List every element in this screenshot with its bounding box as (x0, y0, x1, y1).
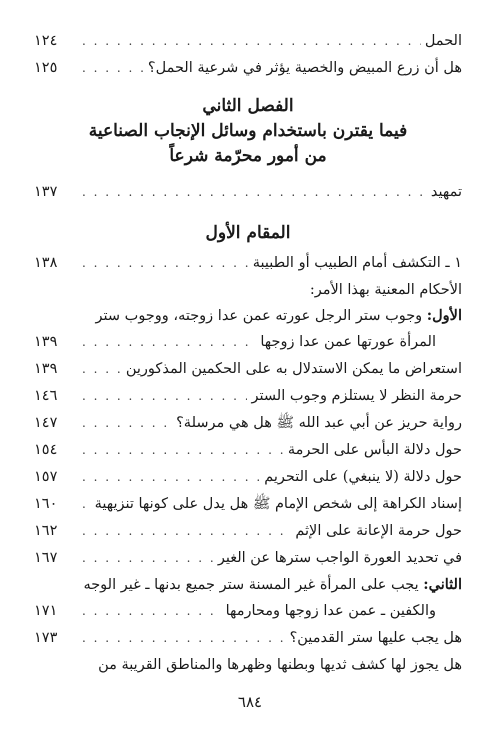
toc-entry-page: ١٢٤ (34, 33, 58, 49)
ruling-first-text: وجوب ستر الرجل عورته عمن عدا زوجته، ووجوب ستر (95, 308, 427, 324)
toc-entry-title: حول حرمة الإعانة على الإثم (295, 523, 462, 539)
chapter-title-line1: فيما يقترن باستخدام وسائل الإنجاب الصناعية (88, 121, 408, 141)
toc-entry-title: حول دلالة (لا ينبغي) على التحريم (264, 469, 462, 485)
page-number: ٦٨٤ (237, 693, 263, 711)
toc-entry (34, 437, 462, 464)
toc-entry-page: ١٤٦ (34, 388, 58, 404)
leader-dots (82, 625, 286, 652)
leader-dots (82, 464, 260, 491)
leader-dots (82, 518, 291, 545)
toc-entry-title: رواية حريز عن أبي عبد الله ﷺ هل هي مرسلة؟ (176, 415, 462, 431)
toc-entry (34, 329, 462, 356)
toc-entry (34, 464, 462, 491)
toc-entry-page: ١٥٧ (34, 469, 58, 485)
chapter-number: الفصل الثاني (202, 96, 294, 116)
toc-entry-title: إسناد الكراهة إلى شخص الإمام ﷺ هل يدل على كونها تنزيهية (94, 496, 462, 512)
ruling-second-line1 (34, 572, 462, 598)
leader-dots (82, 179, 427, 206)
continued-entry-line: هل يجوز لها كشف ثديها وبطنها وظهرها والمناطق القريبة من (98, 657, 462, 673)
toc-entry-title: تمهيد (430, 184, 462, 200)
section-heading: المقام الأول (205, 223, 291, 243)
toc-entry-title: هل أن زرع المبيض والخصية يؤثر في شرعية الحمل؟ (147, 60, 462, 76)
toc-entry (34, 179, 462, 206)
toc-entry (34, 491, 462, 518)
leader-dots (82, 55, 144, 82)
ruling-first-lead: الأول: (426, 307, 462, 324)
leader-dots (82, 437, 284, 464)
leader-dots (82, 491, 91, 518)
toc-entry (34, 250, 462, 277)
leader-dots (82, 598, 222, 625)
ruling-first-line1 (34, 303, 462, 329)
toc-entry (34, 625, 462, 652)
toc-entry-title: ١ ـ التكشف أمام الطبيب أو الطبيبة (252, 255, 462, 271)
leader-dots (82, 356, 122, 383)
toc-entry-page: ١٧١ (34, 603, 58, 619)
toc-entry (34, 28, 462, 55)
toc-entry-title: هل يجب عليها ستر القدمين؟ (289, 630, 462, 646)
toc-entry-page: ١٦٢ (34, 523, 58, 539)
toc-entry (34, 598, 462, 625)
toc-entry-page: ١٤٧ (34, 415, 58, 431)
toc-entry-title: والكفين ـ عمن عدا زوجها ومحارمها (225, 603, 436, 619)
toc-entry-page: ١٧٣ (34, 630, 58, 646)
chapter-title-line2: من أمور محرّمة شرعاً (169, 146, 327, 166)
toc-entry-title: الحمل (424, 33, 462, 49)
chapter-heading (34, 94, 462, 169)
toc-entry-page: ١٢٥ (34, 60, 58, 76)
toc-entry (34, 356, 462, 383)
leader-dots (82, 383, 247, 410)
toc-entry-title: استعراض ما يمكن الاستدلال به على الحكمين المذكورين (125, 361, 462, 377)
ruling-second-text: يجب على المرأة غير المسنة ستر جميع بدنها ـ غير الوجه (83, 577, 424, 593)
toc-entry-page: ١٣٨ (34, 255, 58, 271)
toc-entry-title: في تحديد العورة الواجب سترها عن الغير (217, 550, 462, 566)
toc-entry (34, 55, 462, 82)
toc-entry (34, 545, 462, 572)
leader-dots (82, 410, 172, 437)
toc-entry (34, 383, 462, 410)
leader-dots (82, 545, 214, 572)
leader-dots (82, 28, 421, 55)
toc-entry-page: ١٥٤ (34, 442, 58, 458)
rulings-intro: الأحكام المعنية بهذا الأمر: (309, 282, 462, 298)
toc-entry-page: ١٣٩ (34, 361, 58, 377)
toc-entry (34, 410, 462, 437)
toc-entry-page: ١٦٧ (34, 550, 58, 566)
ruling-second-lead: الثاني: (423, 576, 462, 593)
toc-entry-page: ١٣٧ (34, 184, 58, 200)
toc-entry-page: ١٦٠ (34, 496, 58, 512)
toc-entry-title: حرمة النظر لا يستلزم وجوب الستر (251, 388, 462, 404)
toc-entry-title: المرأة عورتها عمن عدا زوجها (260, 334, 436, 350)
toc-entry (34, 518, 462, 545)
leader-dots (82, 329, 256, 356)
toc-entry-page: ١٣٩ (34, 334, 58, 350)
leader-dots (82, 250, 249, 277)
toc-entry-title: حول دلالة البأس على الحرمة (287, 442, 462, 458)
